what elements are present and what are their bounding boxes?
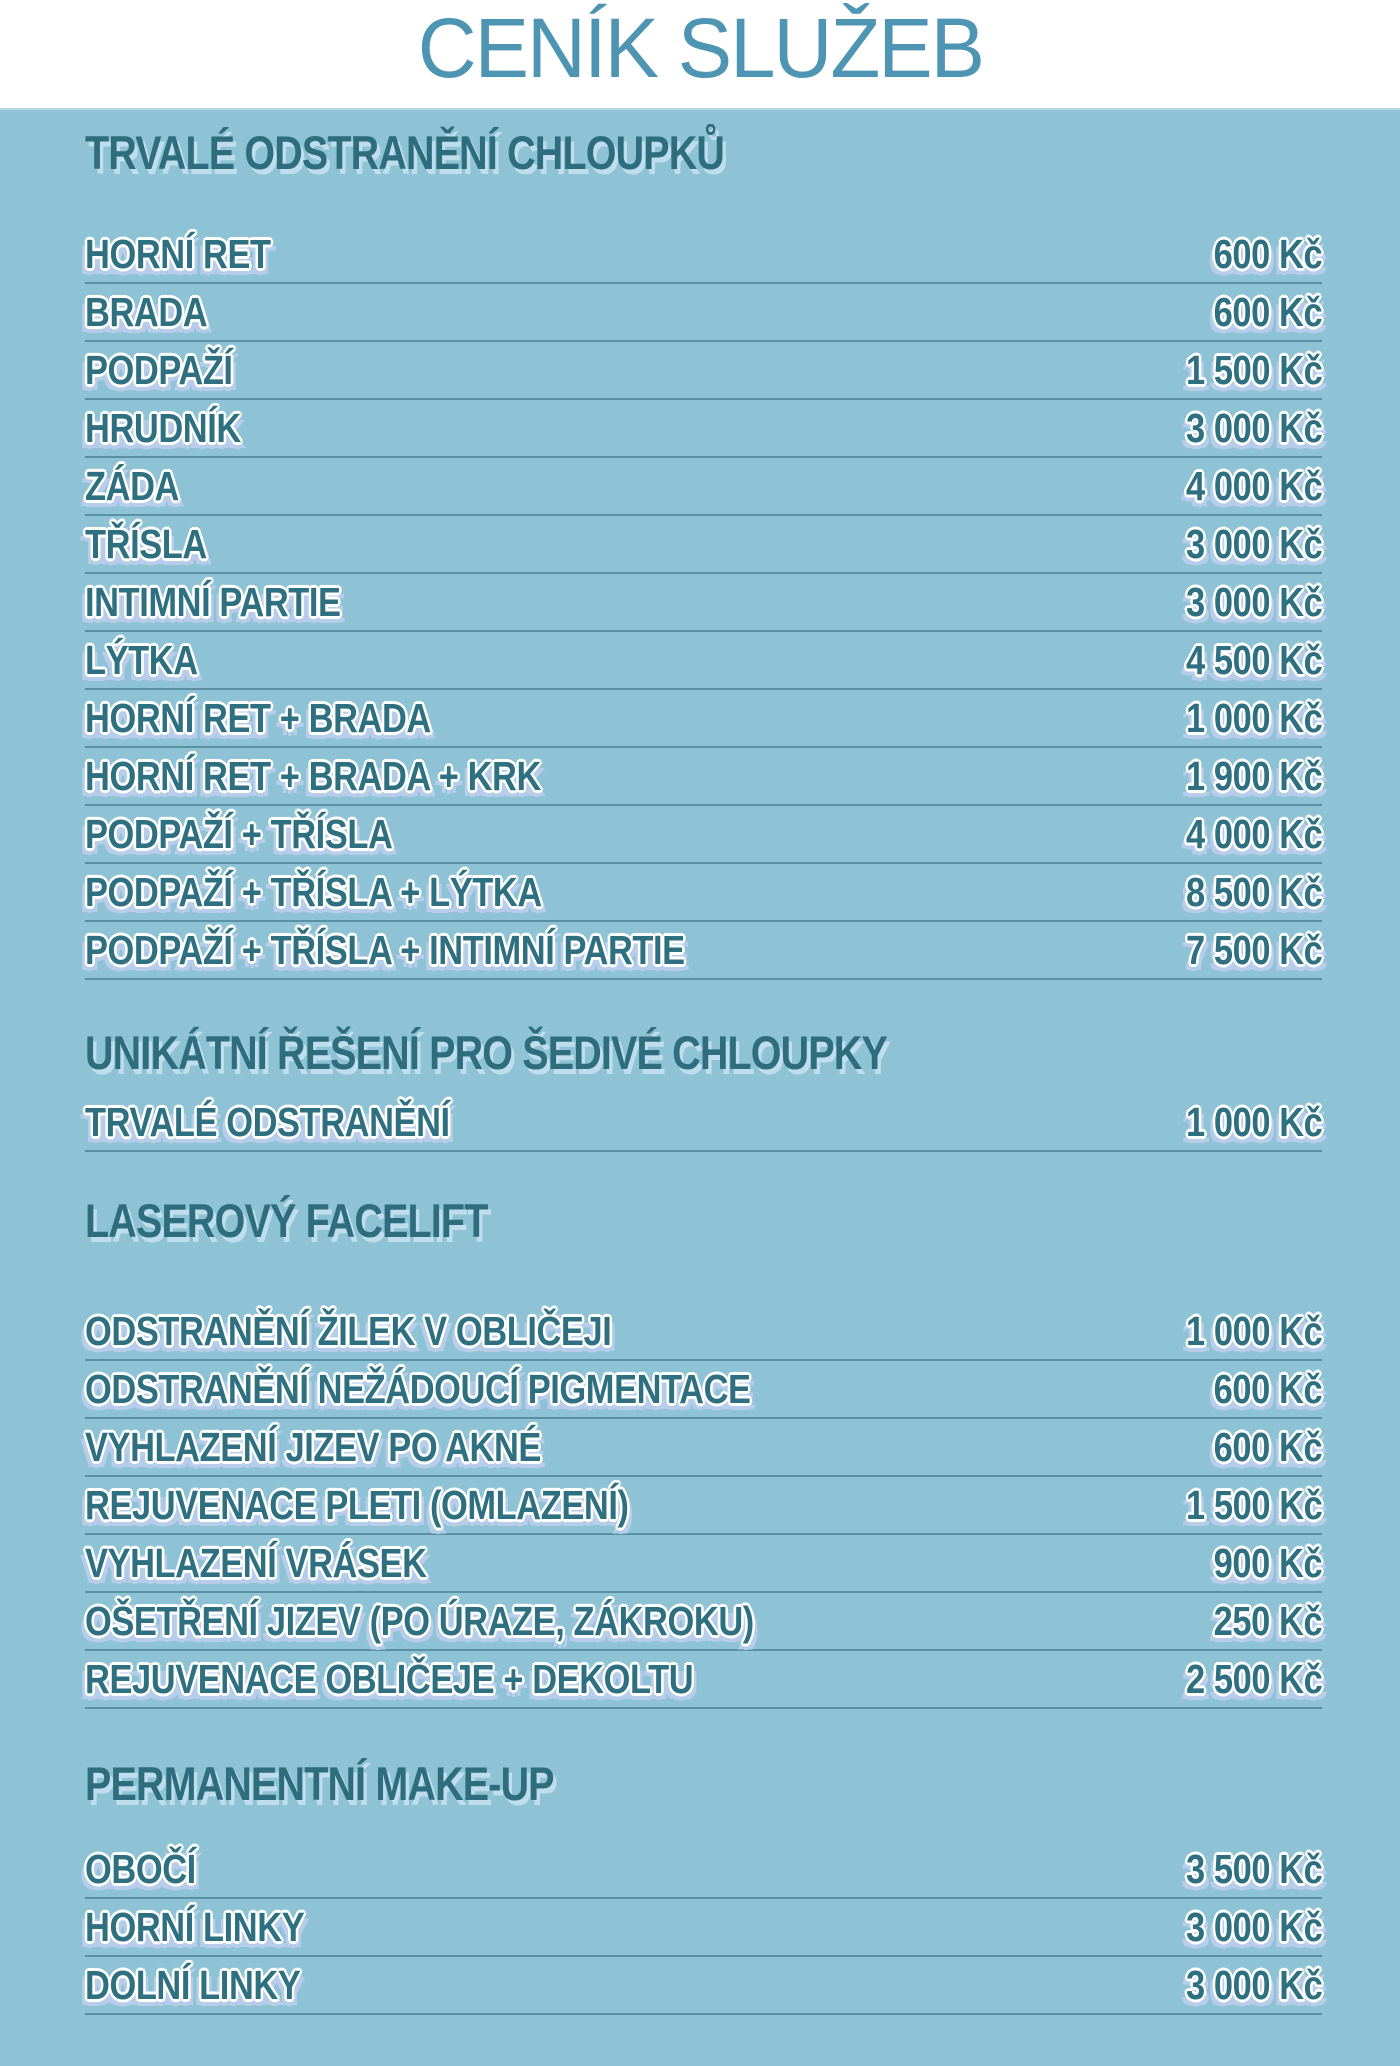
price-section (85, 1757, 1322, 2015)
price-row (85, 400, 1322, 458)
service-name: PODPAŽÍ (85, 346, 233, 393)
price-row (85, 1651, 1322, 1709)
price-row (85, 284, 1322, 342)
service-price: 1 500 Kč (1185, 346, 1322, 393)
price-row (85, 1899, 1322, 1957)
page-header (0, 0, 1400, 108)
price-row (85, 1593, 1322, 1651)
service-name: VYHLAZENÍ JIZEV PO AKNÉ (85, 1423, 541, 1470)
price-row (85, 632, 1322, 690)
price-row (85, 1419, 1322, 1477)
price-section (85, 1026, 1322, 1152)
service-price: 3 000 Kč (1185, 404, 1322, 451)
service-price: 8 500 Kč (1185, 868, 1322, 915)
service-price: 600 Kč (1213, 288, 1322, 335)
service-name: ZÁDA (85, 462, 179, 509)
price-row (85, 1957, 1322, 2015)
price-row (85, 690, 1322, 748)
service-price: 3 000 Kč (1185, 578, 1322, 625)
price-row (85, 1841, 1322, 1899)
price-row (85, 1303, 1322, 1361)
price-section (85, 126, 1322, 980)
service-price: 1 900 Kč (1185, 752, 1322, 799)
service-name: VYHLAZENÍ VRÁSEK (85, 1539, 427, 1586)
price-row (85, 516, 1322, 574)
service-name: DOLNÍ LINKY (85, 1961, 301, 2008)
price-row (85, 1361, 1322, 1419)
section-rows (85, 226, 1322, 980)
service-price: 3 000 Kč (1185, 520, 1322, 567)
service-name: INTIMNÍ PARTIE (85, 578, 341, 625)
service-price: 600 Kč (1213, 1365, 1322, 1412)
price-row (85, 922, 1322, 980)
price-row (85, 1477, 1322, 1535)
price-section (85, 1194, 1322, 1709)
service-price: 4 000 Kč (1185, 462, 1322, 509)
service-price: 1 000 Kč (1185, 694, 1322, 741)
price-row (85, 806, 1322, 864)
service-price: 4 000 Kč (1185, 810, 1322, 857)
service-name: BRADA (85, 288, 208, 335)
section-heading: UNIKÁTNÍ ŘEŠENÍ PRO ŠEDIVÉ CHLOUPKY (85, 1026, 887, 1080)
section-heading: LASEROVÝ FACELIFT (85, 1194, 488, 1248)
service-name: HORNÍ RET (85, 230, 271, 277)
service-price: 600 Kč (1213, 230, 1322, 277)
service-name: HORNÍ RET + BRADA + KRK (85, 752, 541, 799)
service-price: 2 500 Kč (1185, 1655, 1322, 1702)
service-name: HORNÍ RET + BRADA (85, 694, 431, 741)
service-name: REJUVENACE PLETI (OMLAZENÍ) (85, 1481, 629, 1528)
service-name: PODPAŽÍ + TŘÍSLA (85, 810, 393, 857)
section-rows (85, 1841, 1322, 2015)
service-price: 600 Kč (1213, 1423, 1322, 1470)
service-price: 3 000 Kč (1185, 1961, 1322, 2008)
service-price: 3 500 Kč (1185, 1845, 1322, 1892)
service-name: TŘÍSLA (85, 520, 207, 567)
price-row (85, 748, 1322, 806)
service-price: 4 500 Kč (1185, 636, 1322, 683)
service-price: 3 000 Kč (1185, 1903, 1322, 1950)
price-row (85, 1535, 1322, 1593)
service-name: OBOČÍ (85, 1845, 196, 1892)
section-heading: PERMANENTNÍ MAKE-UP (85, 1757, 554, 1811)
price-row (85, 226, 1322, 284)
service-name: REJUVENACE OBLIČEJE + DEKOLTU (85, 1655, 694, 1702)
service-name: HORNÍ LINKY (85, 1903, 305, 1950)
service-name: PODPAŽÍ + TŘÍSLA + LÝTKA (85, 868, 542, 915)
service-name: ODSTRANĚNÍ ŽILEK V OBLIČEJI (85, 1307, 612, 1354)
service-price: 250 Kč (1213, 1597, 1322, 1644)
service-price: 1 000 Kč (1185, 1098, 1322, 1145)
service-name: TRVALÉ ODSTRANĚNÍ (85, 1098, 450, 1145)
page-title: CENÍK SLUŽEB (417, 1, 983, 95)
service-name: PODPAŽÍ + TŘÍSLA + INTIMNÍ PARTIE (85, 926, 685, 973)
service-name: OŠETŘENÍ JIZEV (PO ÚRAZE, ZÁKROKU) (85, 1597, 754, 1644)
price-list (0, 108, 1400, 2066)
section-rows (85, 1094, 1322, 1152)
price-row (85, 458, 1322, 516)
price-row (85, 574, 1322, 632)
service-name: ODSTRANĚNÍ NEŽÁDOUCÍ PIGMENTACE (85, 1365, 751, 1412)
service-price: 1 000 Kč (1185, 1307, 1322, 1354)
service-price: 900 Kč (1213, 1539, 1322, 1586)
price-row (85, 1094, 1322, 1152)
service-name: HRUDNÍK (85, 404, 241, 451)
price-row (85, 342, 1322, 400)
section-rows (85, 1303, 1322, 1709)
price-row (85, 864, 1322, 922)
service-name: LÝTKA (85, 636, 198, 683)
service-price: 1 500 Kč (1185, 1481, 1322, 1528)
section-heading: TRVALÉ ODSTRANĚNÍ CHLOUPKŮ (85, 126, 725, 179)
service-price: 7 500 Kč (1185, 926, 1322, 973)
